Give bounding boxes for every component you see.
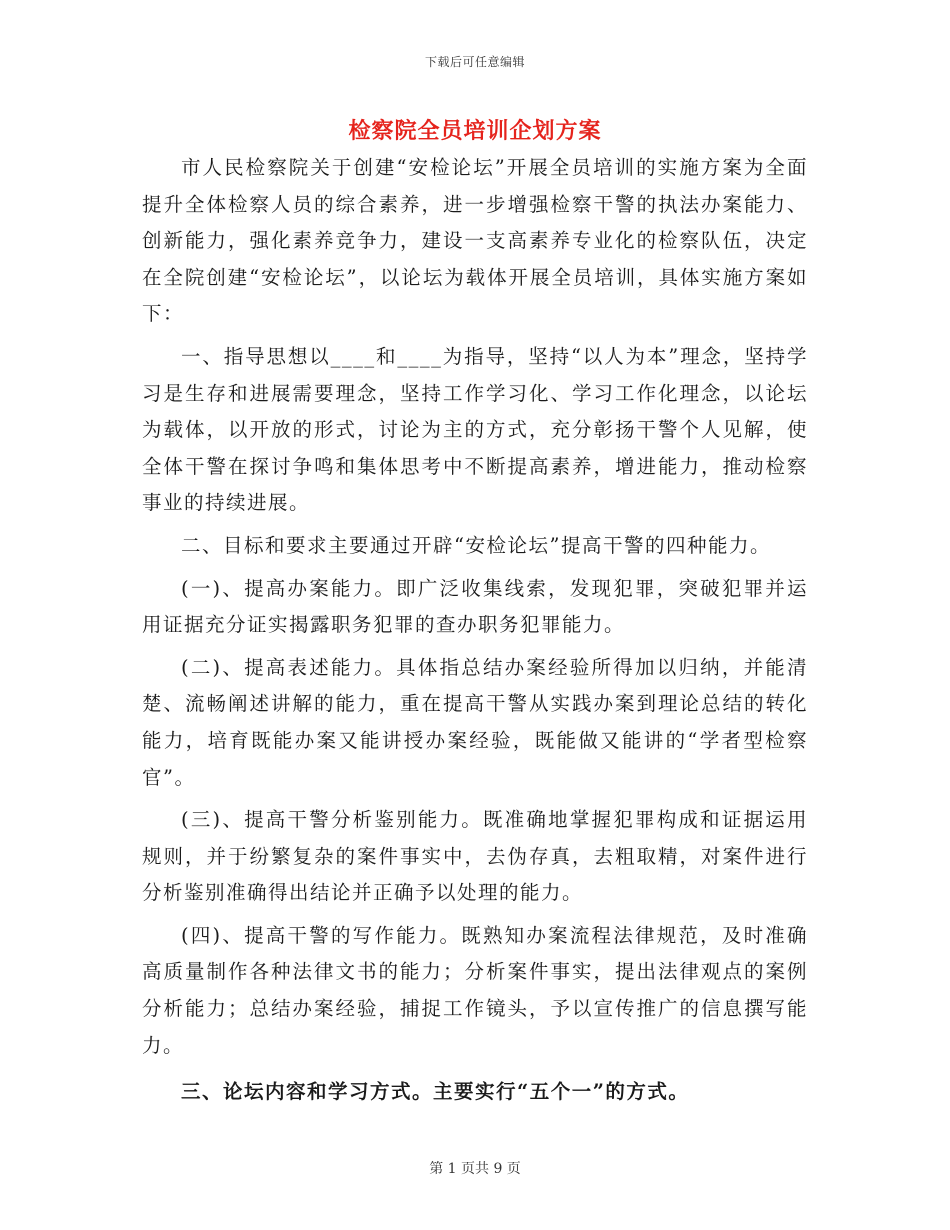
section-three-heading: 三、论坛内容和学习方式。主要实行“五个一”的方式。	[181, 1080, 690, 1104]
guiding-ideology-paragraph: 一、指导思想以____和____为指导，坚持“以人为本”理念，坚持学习是生存和进展需要理念，坚持工作学习化、学习工作化理念，以论坛为载体，以开放的形式，讨论为主的方式，充分彰扬干警个人见解，使全体干警在探讨争鸣和集体思考中不断提高素养，增进能力，推动检察事业的持续进展。	[142, 344, 808, 515]
document-title: 检察院全员培训企划方案	[348, 118, 602, 144]
ability-case-handling-paragraph: (一)、提高办案能力。即广泛收集线索，发现犯罪，突破犯罪并运用证据充分证实揭露职务犯罪的查办职务犯罪能力。	[142, 576, 808, 637]
page-number-footer: 第 1 页共 9 页	[429, 1161, 521, 1177]
page-header-note: 下载后可任意编辑	[424, 55, 525, 69]
ability-writing-paragraph: (四)、提高干警的写作能力。既熟知办案流程法律规范，及时准确高质量制作各种法律文书的能力；分析案件事实，提出法律观点的案例分析能力；总结办案经验，捕捉工作镜头，予以宣传推广的信息撰写能力。	[142, 923, 808, 1057]
intro-paragraph: 市人民检察院关于创建“安检论坛”开展全员培训的实施方案为全面提升全体检察人员的综合素养，进一步增强检察干警的执法办案能力、创新能力，强化素养竞争力，建设一支高素养专业化的检察队伍，决定在全院创建“安检论坛”，以论坛为载体开展全员培训，具体实施方案如下：	[142, 156, 808, 326]
ability-analysis-paragraph: (三)、提高干警分析鉴别能力。既准确地掌握犯罪构成和证据运用规则，并于纷繁复杂的案件事实中，去伪存真，去粗取精，对案件进行分析鉴别准确得出结论并正确予以处理的能力。	[142, 808, 808, 905]
ability-expression-paragraph: (二)、提高表述能力。具体指总结办案经验所得加以归纳，并能清楚、流畅阐述讲解的能力，重在提高干警从实践办案到理论总结的转化能力，培育既能办案又能讲授办案经验，既能做又能讲的“学者型检察官”。	[142, 655, 808, 789]
goals-paragraph: 二、目标和要求主要通过开辟“安检论坛”提高干警的四种能力。	[181, 533, 771, 557]
document-body	[142, 150, 808, 1117]
